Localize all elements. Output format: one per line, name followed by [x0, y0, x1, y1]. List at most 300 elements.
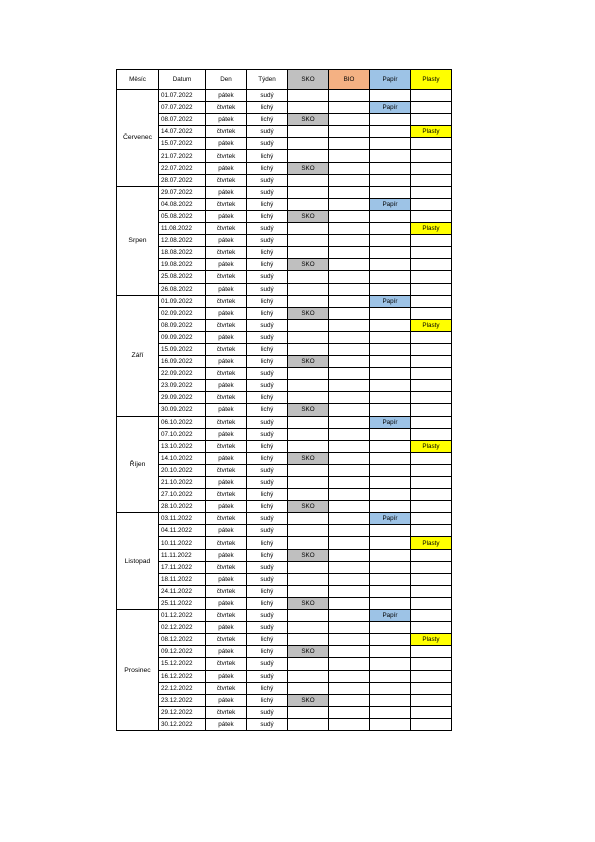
- day-cell: pátek: [206, 404, 247, 416]
- plasty-cell: [411, 138, 452, 150]
- sko-cell: [288, 670, 329, 682]
- day-cell: pátek: [206, 694, 247, 706]
- day-cell: pátek: [206, 622, 247, 634]
- papir-cell: Papír: [370, 610, 411, 622]
- bio-cell: [329, 198, 370, 210]
- table-header: [117, 70, 452, 90]
- week-cell: sudý: [247, 138, 288, 150]
- papir-cell: [370, 718, 411, 730]
- day-cell: pátek: [206, 452, 247, 464]
- date-cell: 04.08.2022: [159, 198, 206, 210]
- week-cell: sudý: [247, 223, 288, 235]
- date-cell: 23.12.2022: [159, 694, 206, 706]
- date-cell: 07.07.2022: [159, 102, 206, 114]
- week-cell: lichý: [247, 162, 288, 174]
- table-row: [117, 597, 452, 609]
- papir-cell: [370, 489, 411, 501]
- day-cell: čtvrtek: [206, 247, 247, 259]
- sko-cell: [288, 610, 329, 622]
- week-cell: sudý: [247, 706, 288, 718]
- papir-cell: Papír: [370, 198, 411, 210]
- papir-cell: [370, 658, 411, 670]
- bio-cell: [329, 392, 370, 404]
- day-cell: pátek: [206, 670, 247, 682]
- week-cell: lichý: [247, 150, 288, 162]
- day-cell: pátek: [206, 573, 247, 585]
- sko-cell: [288, 634, 329, 646]
- date-cell: 29.12.2022: [159, 706, 206, 718]
- date-cell: 30.09.2022: [159, 404, 206, 416]
- month-cell: Prosinec: [117, 610, 159, 731]
- plasty-cell: [411, 259, 452, 271]
- date-cell: 26.08.2022: [159, 283, 206, 295]
- table-row: [117, 501, 452, 513]
- date-cell: 22.12.2022: [159, 682, 206, 694]
- papir-cell: [370, 694, 411, 706]
- table-row: [117, 549, 452, 561]
- bio-cell: [329, 477, 370, 489]
- plasty-cell: [411, 489, 452, 501]
- date-cell: 10.11.2022: [159, 537, 206, 549]
- day-cell: pátek: [206, 646, 247, 658]
- plasty-cell: [411, 162, 452, 174]
- sko-cell: [288, 718, 329, 730]
- day-cell: pátek: [206, 356, 247, 368]
- day-cell: pátek: [206, 477, 247, 489]
- bio-cell: [329, 368, 370, 380]
- plasty-cell: [411, 513, 452, 525]
- week-cell: sudý: [247, 186, 288, 198]
- date-cell: 25.08.2022: [159, 271, 206, 283]
- week-cell: lichý: [247, 102, 288, 114]
- bio-cell: [329, 102, 370, 114]
- sko-cell: SKO: [288, 404, 329, 416]
- date-cell: 29.09.2022: [159, 392, 206, 404]
- table-row: [117, 223, 452, 235]
- sko-cell: SKO: [288, 259, 329, 271]
- bio-cell: [329, 610, 370, 622]
- sko-cell: [288, 90, 329, 102]
- day-cell: čtvrtek: [206, 706, 247, 718]
- plasty-cell: [411, 247, 452, 259]
- day-cell: pátek: [206, 501, 247, 513]
- plasty-cell: [411, 283, 452, 295]
- bio-cell: [329, 670, 370, 682]
- day-cell: čtvrtek: [206, 271, 247, 283]
- table-row: [117, 198, 452, 210]
- header-month: Měsíc: [117, 70, 159, 90]
- papir-cell: [370, 223, 411, 235]
- date-cell: 04.11.2022: [159, 525, 206, 537]
- sko-cell: [288, 440, 329, 452]
- plasty-cell: [411, 102, 452, 114]
- month-cell: Listopad: [117, 513, 159, 610]
- week-cell: lichý: [247, 585, 288, 597]
- week-cell: lichý: [247, 597, 288, 609]
- week-cell: sudý: [247, 525, 288, 537]
- day-cell: čtvrtek: [206, 682, 247, 694]
- bio-cell: [329, 646, 370, 658]
- week-cell: lichý: [247, 404, 288, 416]
- bio-cell: [329, 585, 370, 597]
- table-row: [117, 283, 452, 295]
- header-date: Datum: [159, 70, 206, 90]
- week-cell: sudý: [247, 573, 288, 585]
- table-row: [117, 706, 452, 718]
- sko-cell: [288, 428, 329, 440]
- papir-cell: [370, 670, 411, 682]
- table-row: [117, 573, 452, 585]
- week-cell: lichý: [247, 440, 288, 452]
- day-cell: pátek: [206, 114, 247, 126]
- header-sko: SKO: [288, 70, 329, 90]
- plasty-cell: Plasty: [411, 537, 452, 549]
- day-cell: pátek: [206, 90, 247, 102]
- day-cell: pátek: [206, 210, 247, 222]
- week-cell: sudý: [247, 271, 288, 283]
- bio-cell: [329, 537, 370, 549]
- week-cell: lichý: [247, 343, 288, 355]
- week-cell: lichý: [247, 356, 288, 368]
- papir-cell: [370, 585, 411, 597]
- week-cell: sudý: [247, 368, 288, 380]
- week-cell: lichý: [247, 247, 288, 259]
- plasty-cell: [411, 150, 452, 162]
- day-cell: čtvrtek: [206, 126, 247, 138]
- day-cell: čtvrtek: [206, 150, 247, 162]
- day-cell: čtvrtek: [206, 537, 247, 549]
- papir-cell: [370, 114, 411, 126]
- plasty-cell: [411, 271, 452, 283]
- papir-cell: [370, 174, 411, 186]
- table-row: [117, 428, 452, 440]
- sko-cell: [288, 525, 329, 537]
- table-row: [117, 622, 452, 634]
- plasty-cell: [411, 90, 452, 102]
- bio-cell: [329, 114, 370, 126]
- sko-cell: SKO: [288, 694, 329, 706]
- plasty-cell: [411, 210, 452, 222]
- bio-cell: [329, 235, 370, 247]
- week-cell: sudý: [247, 658, 288, 670]
- bio-cell: [329, 319, 370, 331]
- date-cell: 09.09.2022: [159, 331, 206, 343]
- plasty-cell: [411, 380, 452, 392]
- plasty-cell: [411, 404, 452, 416]
- week-cell: lichý: [247, 694, 288, 706]
- date-cell: 30.12.2022: [159, 718, 206, 730]
- papir-cell: Papír: [370, 513, 411, 525]
- day-cell: čtvrtek: [206, 610, 247, 622]
- plasty-cell: [411, 295, 452, 307]
- date-cell: 06.10.2022: [159, 416, 206, 428]
- sko-cell: [288, 150, 329, 162]
- week-cell: sudý: [247, 622, 288, 634]
- papir-cell: Papír: [370, 295, 411, 307]
- sko-cell: [288, 138, 329, 150]
- week-cell: sudý: [247, 513, 288, 525]
- bio-cell: [329, 489, 370, 501]
- header-week: Týden: [247, 70, 288, 90]
- bio-cell: [329, 440, 370, 452]
- week-cell: lichý: [247, 295, 288, 307]
- table-row: [117, 416, 452, 428]
- date-cell: 08.07.2022: [159, 114, 206, 126]
- day-cell: čtvrtek: [206, 295, 247, 307]
- papir-cell: [370, 464, 411, 476]
- bio-cell: [329, 150, 370, 162]
- papir-cell: [370, 622, 411, 634]
- bio-cell: [329, 404, 370, 416]
- date-cell: 22.09.2022: [159, 368, 206, 380]
- month-cell: Září: [117, 295, 159, 416]
- date-cell: 28.10.2022: [159, 501, 206, 513]
- day-cell: čtvrtek: [206, 416, 247, 428]
- sko-cell: [288, 235, 329, 247]
- week-cell: sudý: [247, 380, 288, 392]
- date-cell: 15.12.2022: [159, 658, 206, 670]
- plasty-cell: Plasty: [411, 126, 452, 138]
- day-cell: čtvrtek: [206, 561, 247, 573]
- week-cell: lichý: [247, 646, 288, 658]
- week-cell: sudý: [247, 235, 288, 247]
- week-cell: lichý: [247, 392, 288, 404]
- day-cell: pátek: [206, 186, 247, 198]
- table-row: [117, 307, 452, 319]
- header-row: [117, 70, 452, 90]
- day-cell: pátek: [206, 307, 247, 319]
- bio-cell: [329, 90, 370, 102]
- papir-cell: [370, 247, 411, 259]
- bio-cell: [329, 138, 370, 150]
- week-cell: sudý: [247, 319, 288, 331]
- date-cell: 17.11.2022: [159, 561, 206, 573]
- bio-cell: [329, 126, 370, 138]
- sko-cell: [288, 585, 329, 597]
- plasty-cell: [411, 501, 452, 513]
- plasty-cell: [411, 597, 452, 609]
- bio-cell: [329, 283, 370, 295]
- table-row: [117, 271, 452, 283]
- table-row: [117, 235, 452, 247]
- day-cell: čtvrtek: [206, 513, 247, 525]
- bio-cell: [329, 597, 370, 609]
- table-row: [117, 331, 452, 343]
- table-row: [117, 634, 452, 646]
- date-cell: 21.10.2022: [159, 477, 206, 489]
- papir-cell: [370, 90, 411, 102]
- table-row: [117, 585, 452, 597]
- plasty-cell: Plasty: [411, 223, 452, 235]
- sko-cell: SKO: [288, 114, 329, 126]
- date-cell: 27.10.2022: [159, 489, 206, 501]
- day-cell: pátek: [206, 428, 247, 440]
- week-cell: lichý: [247, 307, 288, 319]
- bio-cell: [329, 223, 370, 235]
- plasty-cell: [411, 331, 452, 343]
- papir-cell: [370, 162, 411, 174]
- date-cell: 11.11.2022: [159, 549, 206, 561]
- sko-cell: [288, 295, 329, 307]
- table-row: [117, 90, 452, 102]
- sko-cell: [288, 380, 329, 392]
- table-row: [117, 356, 452, 368]
- sko-cell: [288, 537, 329, 549]
- bio-cell: [329, 380, 370, 392]
- plasty-cell: [411, 464, 452, 476]
- papir-cell: [370, 380, 411, 392]
- bio-cell: [329, 210, 370, 222]
- table-row: [117, 682, 452, 694]
- table-row: [117, 525, 452, 537]
- week-cell: sudý: [247, 90, 288, 102]
- date-cell: 13.10.2022: [159, 440, 206, 452]
- date-cell: 20.10.2022: [159, 464, 206, 476]
- table-row: [117, 186, 452, 198]
- day-cell: pátek: [206, 331, 247, 343]
- week-cell: sudý: [247, 331, 288, 343]
- date-cell: 22.07.2022: [159, 162, 206, 174]
- sko-cell: SKO: [288, 549, 329, 561]
- bio-cell: [329, 259, 370, 271]
- date-cell: 01.09.2022: [159, 295, 206, 307]
- plasty-cell: [411, 186, 452, 198]
- bio-cell: [329, 307, 370, 319]
- plasty-cell: [411, 585, 452, 597]
- day-cell: pátek: [206, 525, 247, 537]
- plasty-cell: [411, 694, 452, 706]
- plasty-cell: Plasty: [411, 634, 452, 646]
- date-cell: 28.07.2022: [159, 174, 206, 186]
- date-cell: 14.07.2022: [159, 126, 206, 138]
- day-cell: čtvrtek: [206, 198, 247, 210]
- sko-cell: SKO: [288, 597, 329, 609]
- papir-cell: [370, 331, 411, 343]
- date-cell: 19.08.2022: [159, 259, 206, 271]
- day-cell: čtvrtek: [206, 464, 247, 476]
- sko-cell: SKO: [288, 307, 329, 319]
- table-row: [117, 295, 452, 307]
- papir-cell: [370, 259, 411, 271]
- date-cell: 16.09.2022: [159, 356, 206, 368]
- day-cell: pátek: [206, 235, 247, 247]
- bio-cell: [329, 356, 370, 368]
- week-cell: lichý: [247, 634, 288, 646]
- plasty-cell: [411, 718, 452, 730]
- date-cell: 02.09.2022: [159, 307, 206, 319]
- week-cell: sudý: [247, 477, 288, 489]
- papir-cell: [370, 440, 411, 452]
- sko-cell: [288, 331, 329, 343]
- table-row: [117, 343, 452, 355]
- day-cell: čtvrtek: [206, 368, 247, 380]
- day-cell: čtvrtek: [206, 392, 247, 404]
- papir-cell: [370, 525, 411, 537]
- date-cell: 03.11.2022: [159, 513, 206, 525]
- table-row: [117, 670, 452, 682]
- papir-cell: [370, 549, 411, 561]
- table-row: [117, 126, 452, 138]
- bio-cell: [329, 706, 370, 718]
- day-cell: čtvrtek: [206, 634, 247, 646]
- week-cell: sudý: [247, 416, 288, 428]
- day-cell: pátek: [206, 549, 247, 561]
- table-row: [117, 561, 452, 573]
- sko-cell: [288, 573, 329, 585]
- papir-cell: [370, 646, 411, 658]
- day-cell: čtvrtek: [206, 343, 247, 355]
- papir-cell: [370, 428, 411, 440]
- table-row: [117, 694, 452, 706]
- week-cell: sudý: [247, 718, 288, 730]
- papir-cell: [370, 404, 411, 416]
- date-cell: 12.08.2022: [159, 235, 206, 247]
- papir-cell: [370, 283, 411, 295]
- day-cell: čtvrtek: [206, 102, 247, 114]
- table-row: [117, 150, 452, 162]
- header-bio: BIO: [329, 70, 370, 90]
- table-row: [117, 452, 452, 464]
- date-cell: 14.10.2022: [159, 452, 206, 464]
- week-cell: lichý: [247, 198, 288, 210]
- papir-cell: [370, 138, 411, 150]
- month-cell: Červenec: [117, 90, 159, 187]
- sko-cell: [288, 343, 329, 355]
- table-row: [117, 162, 452, 174]
- bio-cell: [329, 682, 370, 694]
- date-cell: 09.12.2022: [159, 646, 206, 658]
- papir-cell: [370, 307, 411, 319]
- papir-cell: [370, 597, 411, 609]
- papir-cell: [370, 573, 411, 585]
- papir-cell: Papír: [370, 416, 411, 428]
- table-row: [117, 247, 452, 259]
- week-cell: lichý: [247, 114, 288, 126]
- date-cell: 21.07.2022: [159, 150, 206, 162]
- papir-cell: [370, 561, 411, 573]
- date-cell: 15.07.2022: [159, 138, 206, 150]
- sko-cell: [288, 247, 329, 259]
- date-cell: 11.08.2022: [159, 223, 206, 235]
- table-row: [117, 138, 452, 150]
- papir-cell: [370, 452, 411, 464]
- sko-cell: [288, 416, 329, 428]
- week-cell: lichý: [247, 501, 288, 513]
- plasty-cell: [411, 682, 452, 694]
- table-row: [117, 477, 452, 489]
- day-cell: čtvrtek: [206, 319, 247, 331]
- week-cell: sudý: [247, 428, 288, 440]
- papir-cell: [370, 477, 411, 489]
- plasty-cell: [411, 658, 452, 670]
- table-row: [117, 259, 452, 271]
- plasty-cell: [411, 646, 452, 658]
- table-row: [117, 718, 452, 730]
- bio-cell: [329, 694, 370, 706]
- bio-cell: [329, 247, 370, 259]
- date-cell: 23.09.2022: [159, 380, 206, 392]
- date-cell: 01.07.2022: [159, 90, 206, 102]
- plasty-cell: Plasty: [411, 440, 452, 452]
- day-cell: pátek: [206, 718, 247, 730]
- table-row: [117, 489, 452, 501]
- bio-cell: [329, 428, 370, 440]
- papir-cell: [370, 271, 411, 283]
- sko-cell: [288, 658, 329, 670]
- papir-cell: [370, 126, 411, 138]
- table-row: [117, 464, 452, 476]
- date-cell: 18.08.2022: [159, 247, 206, 259]
